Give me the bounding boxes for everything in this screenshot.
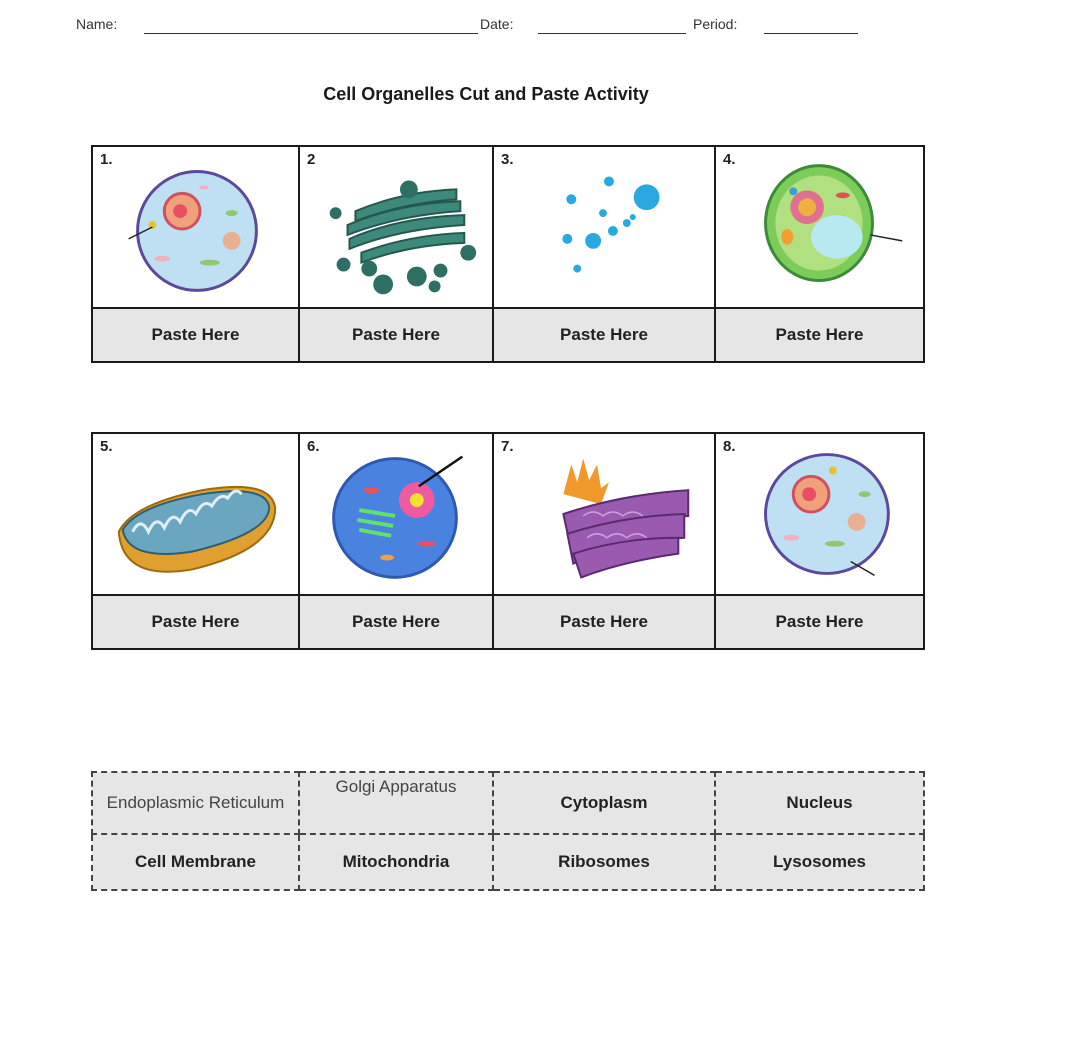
item-number: 3. — [501, 151, 514, 168]
item-number: 6. — [307, 438, 320, 455]
organelle-grid-2 — [91, 432, 925, 650]
name-label: Name: — [76, 16, 118, 32]
cell-nucleus-icon — [300, 434, 492, 594]
paste-slot-2[interactable]: Paste Here — [299, 308, 493, 362]
paste-slot-7[interactable]: Paste Here — [493, 595, 715, 649]
paste-slot-1[interactable]: Paste Here — [92, 308, 299, 362]
image-cell-5 — [92, 433, 299, 595]
word-card[interactable]: Nucleus — [715, 772, 924, 834]
date-field[interactable] — [538, 33, 686, 34]
item-number: 2 — [307, 151, 316, 168]
period-field[interactable] — [764, 33, 858, 34]
item-number: 4. — [723, 151, 736, 168]
ribosomes-icon — [494, 147, 714, 307]
item-number: 1. — [100, 151, 113, 168]
animal-cell-icon — [93, 147, 298, 307]
worksheet-header — [76, 14, 876, 38]
image-cell-3 — [493, 146, 715, 308]
image-cell-1 — [92, 146, 299, 308]
item-number: 5. — [100, 438, 113, 455]
word-card[interactable]: Mitochondria — [299, 834, 493, 890]
word-bank — [91, 771, 925, 891]
image-cell-8 — [715, 433, 924, 595]
word-card[interactable]: Ribosomes — [493, 834, 715, 890]
image-cell-2 — [299, 146, 493, 308]
mitochondria-icon — [93, 434, 298, 594]
image-cell-4 — [715, 146, 924, 308]
animal-cell-icon — [716, 434, 923, 594]
organelle-grid-1 — [91, 145, 925, 363]
item-number: 8. — [723, 438, 736, 455]
plant-cell-icon — [716, 147, 923, 307]
page-title: Cell Organelles Cut and Paste Activity — [323, 84, 649, 104]
paste-slot-6[interactable]: Paste Here — [299, 595, 493, 649]
word-card[interactable]: Lysosomes — [715, 834, 924, 890]
paste-slot-3[interactable]: Paste Here — [493, 308, 715, 362]
word-card[interactable]: Golgi Apparatus — [299, 772, 493, 834]
image-cell-6 — [299, 433, 493, 595]
paste-slot-5[interactable]: Paste Here — [92, 595, 299, 649]
paste-slot-4[interactable]: Paste Here — [715, 308, 924, 362]
word-card[interactable]: Cytoplasm — [493, 772, 715, 834]
name-field[interactable] — [144, 33, 478, 34]
word-card[interactable]: Endoplasmic Reticulum — [92, 772, 299, 834]
word-card[interactable]: Cell Membrane — [92, 834, 299, 890]
date-label: Date: — [480, 16, 514, 32]
image-cell-7 — [493, 433, 715, 595]
golgi-apparatus-icon — [300, 147, 492, 307]
endoplasmic-reticulum-icon — [494, 434, 714, 594]
period-label: Period: — [693, 16, 738, 32]
item-number: 7. — [501, 438, 514, 455]
paste-slot-8[interactable]: Paste Here — [715, 595, 924, 649]
